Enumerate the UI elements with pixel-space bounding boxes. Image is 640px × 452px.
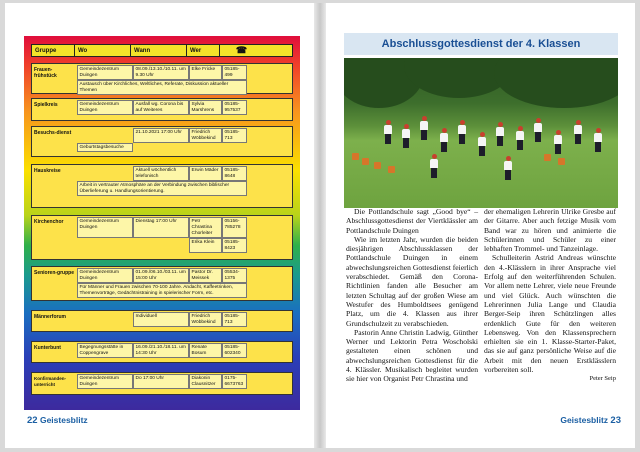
cell-when: 16.09./21.10./18.11. um 14:30 Uhr [133, 343, 189, 358]
magazine-name: Geistesblitz [560, 415, 609, 425]
cell-when: Dienstag 17:00 Uhr [133, 217, 189, 238]
cell-who: Petr Chrastina Chorleiter [189, 217, 222, 238]
table-row [31, 215, 293, 260]
cell-phone: 05185-602340 [222, 343, 247, 358]
cell-who: Elke Fricke [189, 65, 222, 80]
cell-when: Do 17:00 Uhr [133, 374, 189, 389]
cell-note: Arbeit in vertrauter Atmosphäre an der Verbindung zwischen biblischer Überlieferung u. Handlungsorientierung. [77, 181, 247, 196]
cell-phone: 05185-713 [222, 128, 247, 143]
header-who: Wer [187, 45, 220, 56]
cell-who: Pastor Dr. Meissek [189, 268, 222, 283]
book-spine [314, 3, 326, 448]
group-name: Konfirmanden-unterricht [34, 376, 66, 387]
cell-phone: 05534-1375 [222, 268, 247, 283]
group-name: Senioren-gruppe [34, 270, 75, 276]
magazine-name: Geistesblitz [39, 415, 88, 425]
article-headline: Abschlussgottesdienst der 4. Klassen [344, 33, 618, 55]
cell-note: Austausch über Kirchliches, Weltliches, Referate, Diskussion aktueller Themen [77, 80, 247, 95]
page-number: 22 [27, 415, 38, 426]
cell-who: Erika Klein [189, 238, 222, 253]
cell-where: Gemeindezentrum Duingen [77, 65, 133, 80]
paragraph: Die Pottlandschule sagt „Good bye“ – Abschlussgottesdienst der Viertklässler am Pottlandschule Duingen [346, 207, 478, 235]
table-row [31, 98, 293, 121]
paragraph: der ehemaligen Lehrerin Ulrike Gresbe auf der Gitarre. Aber auch fetzige Musik vom Band war zu hören und animierte die Schülerinnen und Schüler zu einer lebhaften Trommel- und Tanzeinlage. [484, 207, 616, 254]
cell-when: 08.09./13.10./10.11. um 9.30 Uhr [133, 65, 189, 80]
header-where: Wo [75, 45, 131, 56]
paragraph: Wie im letzten Jahr, wurden die beiden diesjährigen Abschlussklassen der Pottlandschule Duingen in einem abwechslungsreichen Gottesdienst feierlich verabschiedet. Gemäß den Corona-Richtlinien fanden alle Besucher am letzten Schultag auf der großen Wiese am Westufer des Humboldtsees genügend Platz, um die 4. Klassen aus ihrer Grundschulzeit zu verabschieden. [346, 234, 479, 328]
group-name: Hauskreise [34, 168, 61, 174]
paragraph: Pastorin Anne Christin Ladwig, Günther Werner und Lektorin Petra Woscholski gestalteten einen schönen und abwechslungsreichen Gottesdienst für die 4. Klässler. Musikalisch begleitet wurden sie hier von Organist Petr Chrastina und [346, 327, 478, 384]
group-name: Kunterbunt [34, 345, 61, 351]
author-signature: Peter Seip [589, 375, 616, 383]
group-name: Besuchs-dienst [34, 130, 72, 136]
cell-where: Begegnungsstätte in Coppengrave [77, 343, 133, 358]
table-row [31, 63, 293, 94]
cell-phone: 05185-957537 [222, 100, 247, 115]
cell-who: Friedrich Wöbbekind [189, 312, 222, 327]
paragraph: Schulleiterin Astrid Andreas wünschte den 4.-Klässlern in ihrer Ansprache viel Erfolg auf den weiterführenden Schulen. Vor allem nette Lehrer, viele neue Freunde und viel Glück. Auch wünschten die Lehrerinnen Julia Lange und Claudia Berger-Seip ihren Schützlingen alles erdenklich Gute für den weiteren Lebensweg. Von den Klassensprechern erhielten sie ein 1. Klasse-Starter-Paket, das sie auf ganz persönliche Weise auf die Arbeit mit den neuen Erstklässlern vorbereiten soll. [484, 253, 616, 375]
cell-phone: 05185-8648 [222, 166, 247, 181]
table-row [31, 164, 293, 208]
group-name: Spielkreis [34, 102, 58, 108]
article-column-1 [346, 207, 478, 384]
cell-who: Sylvia Marshrens [189, 100, 222, 115]
groups-table [31, 44, 293, 387]
page-number-right [560, 415, 621, 426]
table-row [31, 372, 293, 395]
cell-where [77, 312, 133, 327]
cell-where: Gemeindezentrum Duingen [77, 217, 133, 238]
cell-where [77, 166, 133, 181]
table-row [31, 266, 293, 301]
cell-phone: 05185-8423 [222, 238, 247, 253]
cell-who: Diakonin Clausnitzer [189, 374, 222, 389]
header-group: Gruppe [32, 45, 75, 56]
cell-phone: 05156-785278 [222, 217, 247, 238]
table-header [31, 44, 293, 57]
header-when: Wann [131, 45, 187, 56]
cell-note: Für Männer und Frauen zwischen 70-100 Jahre. Andacht, Kaffeetrinken, Themenvorträge, Gedächtnistraining in spielerischer Form, etc. [77, 283, 247, 298]
cell-where: Gemeindezentrum Duingen [77, 268, 133, 283]
group-name: Frauen-frühstück [34, 67, 57, 79]
cell-when: 21.10.2021 17:00 Uhr [133, 128, 189, 143]
group-name: Kirchenchor [34, 219, 64, 225]
cell-when: 01.09./06.10./03.11. um 15:00 Uhr [133, 268, 189, 283]
cell-when: Ausfall wg. Corona bis auf Weiteres [133, 100, 189, 115]
page-number-left [27, 415, 88, 426]
cell-who: Friedrich Wöbbekind [189, 128, 222, 143]
cell-phone: 0175-6673763 [222, 374, 247, 389]
group-name: Männerforum [34, 314, 66, 320]
cell-who: Renate Bosum [189, 343, 222, 358]
article-column-2 [484, 207, 616, 384]
cell-phone: 05185-499 [222, 65, 247, 80]
cell-when: Individuell [133, 312, 189, 327]
cell-who: Erwin Mäder [189, 166, 222, 181]
cell-when: Aktuell wöchentlich telefonisch [133, 166, 189, 181]
table-row [31, 126, 293, 157]
article-photo [344, 58, 618, 208]
cell-where: Gemeindezentrum Duingen [77, 100, 133, 115]
cell-where [77, 128, 133, 143]
page-number: 23 [610, 415, 621, 426]
cell-phone: 05185-713 [222, 312, 247, 327]
cell-note: Geburtstagsbesuche [77, 143, 133, 152]
table-row [31, 341, 293, 363]
telephone-icon: ☎ [235, 45, 248, 55]
table-row [31, 310, 293, 332]
cell-where: Gemeindezentrum Duingen [77, 374, 133, 389]
